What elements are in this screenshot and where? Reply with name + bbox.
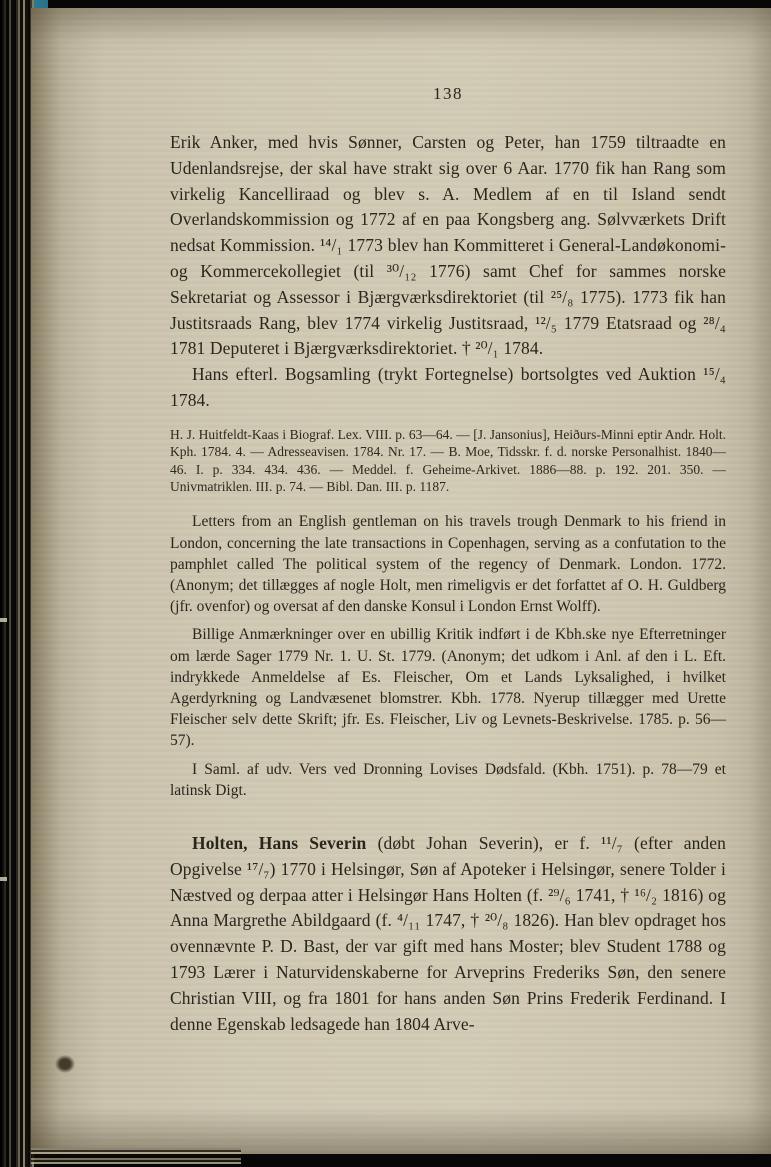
paragraph-erik-anker: Erik Anker, med hvis Sønner, Carsten og Peter, han 1759 tiltraadte en Udenlandsrejse, der skal have strakt sig over 6 Aar. 1770 fik han Rang som virkelig Kancelliraad og blev s. A. Medlem af en til Island sendt Overlandskommission og 1772 af en paa Kongsberg ang. Sølvværkets Drift nedsat Kommission. ¹⁴/₁ 1773 blev han Kommitteret i General-Landøkonomi- og Kommercekollegiet (til ³⁰/₁₂ 1776) samt Chef for sammes norske Sekretariat og Assessor i Bjærgværksdirektoriet (til ²⁵/₈ 1775). 1773 fik han Justitsraads Rang, blev 1774 virkelig Justitsraad, ¹²/₅ 1779 Etatsraad og ²⁸/₄ 1781 Deputeret i Bjærgværksdirektoriet. † ²⁰/₁ 1784. xyxy=(170,132,726,359)
references-block: H. J. Huitfeldt-Kaas i Biograf. Lex. VIII. p. 63—64. — [J. Jansonius], Heiðurs-Minni eptir Andr. Holt. Kph. 1784. 4. — Adresseavisen. 1784. Nr. 17. — B. Moe, Tidsskr. f. d. norske Personalhist. 1840—46. I. p. 334. 434. 436. — Meddel. f. Geheime-Arkivet. 1886—88. p. 192. 201. 350. — Univmatriklen. III. p. 74. — Bibl. Dan. III. p. 1187. xyxy=(170,426,726,494)
book-page xyxy=(31,8,771,1154)
text-block xyxy=(170,84,726,1037)
edge-highlight xyxy=(0,618,7,622)
paragraph-bogsamling: Hans efterl. Bogsamling (trykt Fortegnelse) bortsolgtes ved Auktion ¹⁵/₄ 1784. xyxy=(170,364,726,410)
entry-name-holten: Holten, Hans Severin xyxy=(192,833,367,854)
page-number: 138 xyxy=(433,84,463,103)
ink-smudge xyxy=(55,1055,75,1073)
paragraph-holten xyxy=(170,831,726,1037)
paragraph-billige: Billige Anmærkninger over en ubillig Kritik indført i de Kbh.ske nye Efterretninger om lærde Sager 1779 Nr. 1. U. St. 1779. (Anonym; det udkom i Anl. af den i L. Eft. indrykkede Anmeldelse af Es. Fleischer, Om et Lands Lyksalighed, i hvilket Agerdyrkning og Landvæsenet blomstrer. Kbh. 1778. Nyerup tillægger med Urette Fleischer selv dette Skrift; jfr. Es. Fleischer, Liv og Levnets-Beskrivelse. 1785. p. 56—57). xyxy=(170,626,726,750)
paragraph-saml: I Saml. af udv. Vers ved Dronning Lovises Dødsfald. (Kbh. 1751). p. 78—79 et latinsk Digt. xyxy=(170,760,726,799)
paragraph-letters: Letters from an English gentleman on his travels trough Denmark to his friend in London, concerning the late transactions in Copenhagen, serving as a confutation to the pamphlet called The political system of the regency of Denmark. London. 1772. (Anonym; det tillægges af nogle Holt, men rimeligvis er det forfattet af O. H. Guldberg (jfr. ovenfor) og oversat af den danske Konsul i London Ernst Wolff). xyxy=(170,513,726,616)
bottom-page-edges xyxy=(31,1148,241,1164)
edge-highlight xyxy=(0,877,7,881)
stacked-page-edges xyxy=(0,0,34,1167)
entry-text-holten: (døbt Johan Severin), er f. ¹¹/₇ (efter anden Opgivelse ¹⁷/₇) 1770 i Helsingør, Søn af Apoteker i Helsingør, senere Tolder i Næstved og derpaa atter i Helsingør Hans Holten (f. ²⁹/₆ 1741, † ¹⁶/₂ 1816) og Anna Margrethe Abildgaard (f. ⁴/₁₁ 1747, † ²⁰/₈ 1826). Han blev opdraget hos ovennævnte P. D. Bast, der var gift med hans Moster; blev Student 1788 og 1793 Lærer i Naturvidenskaberne for Arveprins Frederiks Søn, den senere Christian VIII, og fra 1801 for hans anden Søn Prins Frederik Ferdinand. I denne Egenskab ledsagede han 1804 Arve- xyxy=(170,833,726,1034)
